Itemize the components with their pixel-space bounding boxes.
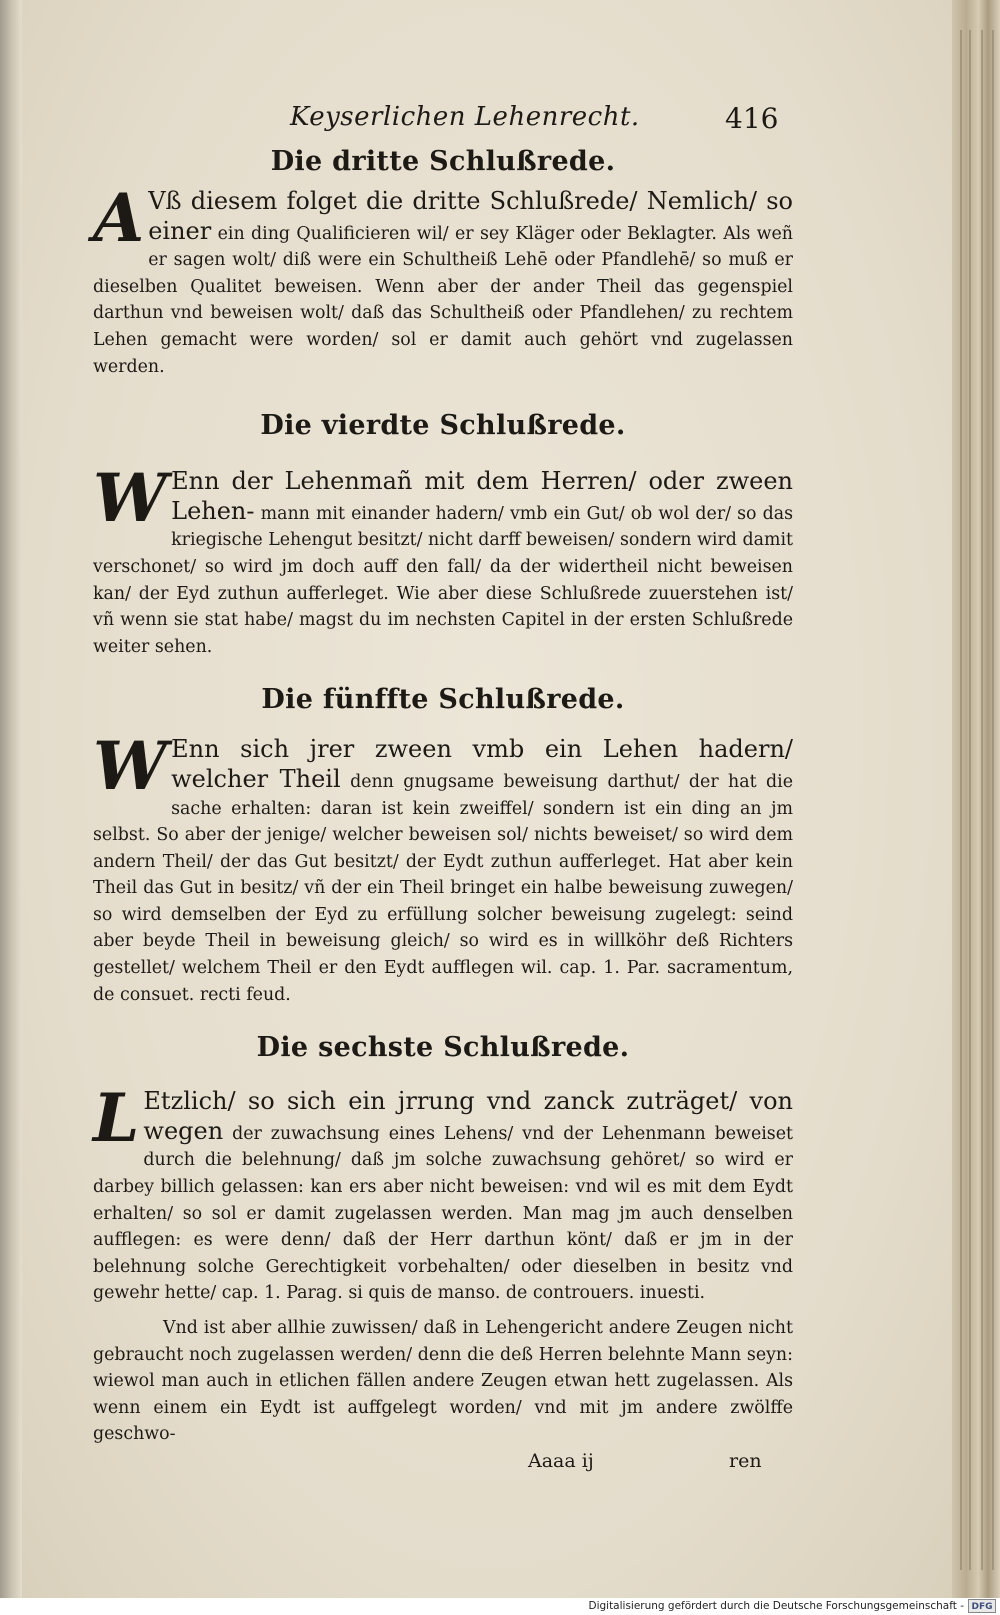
- paragraph-first-line: Vß diesem folget die dritte Schlußrede/ Nemlich/ so einer: [148, 187, 793, 245]
- section-title: Die fünffte Schlußrede.: [261, 684, 625, 716]
- section-paragraph: [93, 1079, 794, 1307]
- section-title: Die vierdte Schlußrede.: [260, 410, 626, 442]
- paragraph-text: mann mit einander hadern/ vmb ein Gut/ ob wol der/ so das kriegische Lehengut besitzt/ nicht darff beweisen/ sondern wird damit verschonet/ so wird jm doch auff den fall/ da der widertheil nicht beweisen kan/ der Eyd zuthun aufferleget. Wie aber diese Schlußrede zuuerstehen ist/ vñ wenn sie stat habe/ magst du im nechsten Capitel in der ersten Schlußrede weiter sehen.: [93, 503, 793, 657]
- section-paragraph: [93, 459, 793, 660]
- binding-shadow: [0, 0, 24, 1598]
- paragraph-text: denn gnugsame beweisung darthut/ der hat die sache erhalten: daran ist kein zweiffel/ sondern ist ein ding an jm selbst. So aber der jenige/ welcher beweisen sol/ nichts beweiset/ so wird dem andern Theil/ der das Gut besitzt/ der Eydt zuthun aufferleget. Hat aber kein Theil das Gut in besitz/ vñ der ein Theil bringet ein halbe beweisung zuwegen/ so wird demselben der Eyd zu erfüllung solcher beweisung zugelegt: seind aber beyde Theil in beweisung gleich/ so wird es in willköhr deß Richters gestellet/ welchem Theil er den Eydt aufflegen wil. cap. 1. Par. sacramentum, de consuet. recti feud.: [93, 771, 793, 1005]
- drop-initial: W: [93, 727, 168, 806]
- section-title: Die dritte Schlußrede.: [270, 146, 616, 177]
- signature-mark: Aaaa ij: [528, 1449, 594, 1472]
- drop-initial: L: [93, 1079, 140, 1158]
- section-paragraph: [93, 727, 793, 1008]
- page-edges: [952, 0, 1000, 1598]
- drop-initial: A: [93, 179, 145, 257]
- section-title: Die sechste Schlußrede.: [256, 1032, 630, 1064]
- paragraph-text: der zuwachsung eines Lehens/ vnd der Lehenmann beweiset durch die belehnung/ daß jm solche zuwachsung gehöret/ so wird er darbey billich gelassen: kan ers aber nicht beweisen: vnd wil es mit dem Eydt erhalten/ so sol er damit zugelassen werden. Man mag jm auch denselben aufflegen: es were denn/ daß der Herr darthun könt/ daß er jm in der belehnung solche Gerechtigkeit vorbehalten/ oder dieselben in besitz vnd gewehr hette/ cap. 1. Parag. si quis de manso. de controuers. inuesti.: [93, 1123, 794, 1304]
- page-header: [93, 100, 793, 140]
- paragraph-first-line: Etzlich/ so sich ein jrrung vnd zanck zuträget/ von wegen: [143, 1087, 793, 1145]
- paragraph-first-line: Enn sich jrer zween vmb ein Lehen hadern/ welcher Theil: [171, 735, 793, 793]
- closing-paragraph: Vnd ist aber allhie zuwissen/ daß in Lehengericht andere Zeugen nicht gebraucht noch zugelassen werden/ denn die deß Herren belehnte Mann seyn: wiewol man auch in etlichen fällen andere Zeugen etwan hett zugelassen. Als wenn einem ein Eydt ist auffgelegt worden/ vnd mit jm andere zwölffe geschwo-: [93, 1318, 793, 1445]
- paragraph-text: ein ding Qualificieren wil/ er sey Kläger oder Beklagter. Als weñ er sagen wolt/ diß were ein Schultheiß Lehē oder Pfandlehē/ so muß er dieselben Qualitet beweisen. Wenn aber der ander Theil das gegenspiel darthun vnd beweisen wolt/ daß das Schultheiß oder Pfandlehen/ zu rechtem Lehen gemacht were worden/ sol er damit auch gehört vnd zugelassen werden.: [93, 223, 793, 377]
- catchword: ren: [729, 1449, 762, 1472]
- section-paragraph: [93, 179, 793, 380]
- page-text: [93, 100, 793, 1478]
- dfg-logo-icon: DFG: [968, 1599, 996, 1613]
- folio-number: 416: [725, 102, 779, 135]
- drop-initial: W: [93, 459, 168, 538]
- page-footer-line: [93, 1450, 793, 1478]
- running-head: Keyserlichen Lehenrecht.: [290, 102, 640, 132]
- digitization-credit: Digitalisierung gefördert durch die Deutsche Forschungsgemeinschaft -: [588, 1600, 964, 1612]
- paragraph-first-line: Enn der Lehenmañ mit dem Herren/ oder zween Lehen-: [171, 467, 793, 525]
